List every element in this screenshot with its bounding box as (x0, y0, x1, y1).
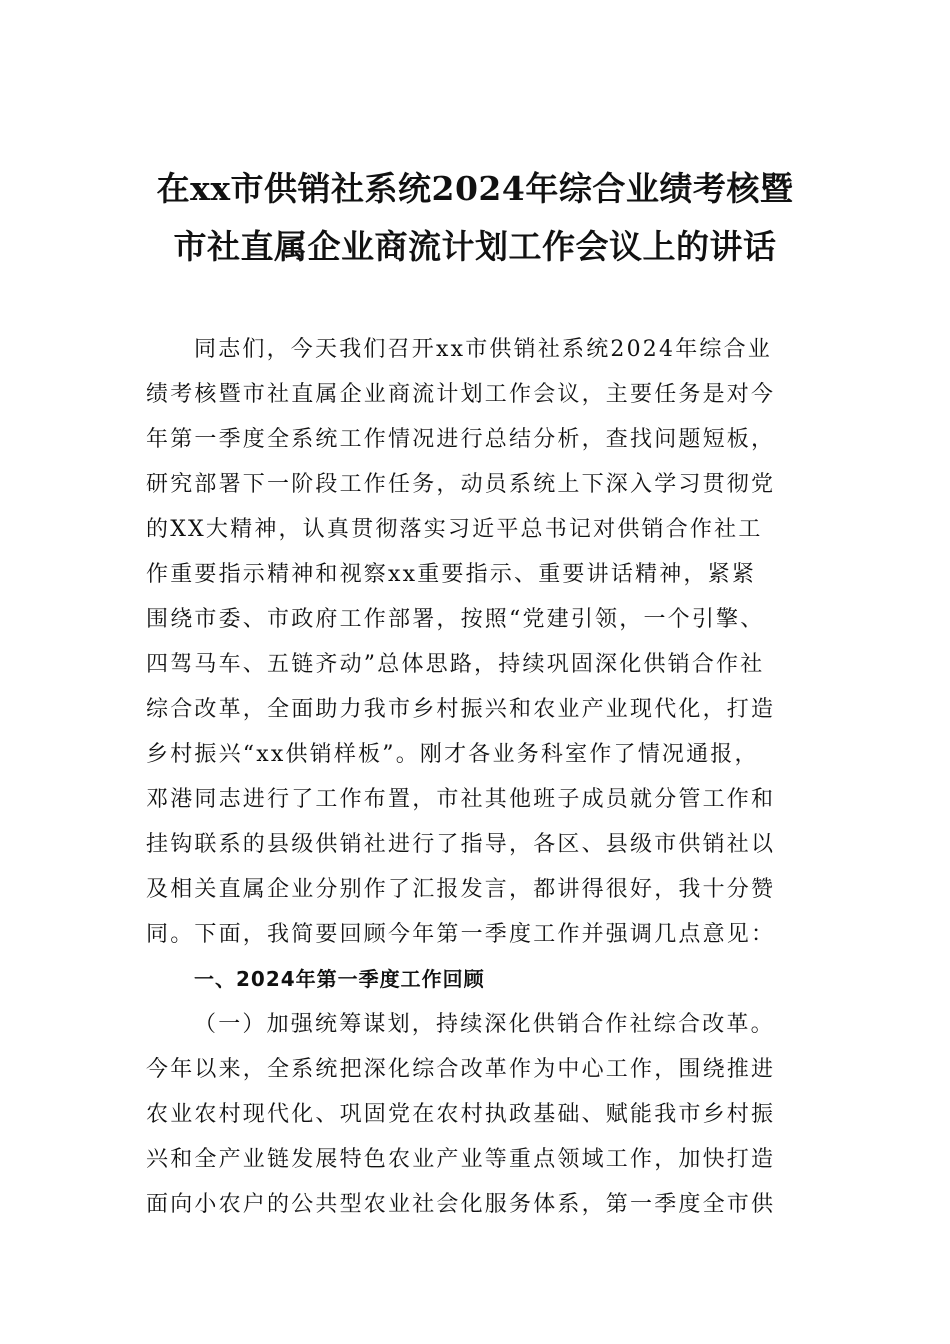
subsection-heading: （一）加强统筹谋划，持续深化供销合作社综合改革。 (194, 1012, 775, 1037)
body-line: 同。下面，我简要回顾今年第一季度工作并强调几点意见： (146, 922, 776, 947)
body-line: 邓港同志进行了工作布置，市社其他班子成员就分管工作和 (146, 787, 776, 812)
body-line: 作重要指示精神和视察xx重要指示、重要讲话精神，紧紧 (146, 562, 757, 587)
body-line: 乡村振兴“xx供销样板”。刚才各业务科室作了情况通报， (146, 742, 759, 767)
body-line: 农业农村现代化、巩固党在农村执政基础、赋能我市乡村振 (146, 1102, 776, 1127)
body-line: 四驾马车、五链齐动”总体思路，持续巩固深化供销合作社 (146, 652, 765, 677)
body-line: 绩考核暨市社直属企业商流计划工作会议，主要任务是对今 (146, 382, 776, 407)
body-line: 今年以来，全系统把深化综合改革作为中心工作，围绕推进 (146, 1057, 776, 1082)
body-line: 挂钩联系的县级供销社进行了指导，各区、县级市供销社以 (146, 832, 776, 857)
section-heading: 一、2024年第一季度工作回顾 (194, 967, 485, 991)
body-line: 综合改革，全面助力我市乡村振兴和农业产业现代化，打造 (146, 697, 776, 722)
body-line: 及相关直属企业分别作了汇报发言，都讲得很好，我十分赞 (146, 877, 776, 902)
body-line: 围绕市委、市政府工作部署，按照“党建引领，一个引擎、 (146, 607, 765, 632)
title-line-1: 在xx市供销社系统2024年综合业绩考核暨 (156, 169, 794, 208)
body-line: 兴和全产业链发展特色农业产业等重点领域工作，加快打造 (146, 1147, 776, 1172)
body-line: 年第一季度全系统工作情况进行总结分析，查找问题短板， (146, 427, 776, 452)
document-body (146, 327, 810, 1227)
body-line: 的XX大精神，认真贯彻落实习近平总书记对供销合作社工 (146, 517, 763, 542)
body-line: 同志们，今天我们召开xx市供销社系统2024年综合业 (194, 337, 773, 362)
body-line: 面向小农户的公共型农业社会化服务体系，第一季度全市供 (146, 1192, 776, 1217)
body-line: 研究部署下一阶段工作任务，动员系统上下深入学习贯彻党 (146, 472, 776, 497)
document-title (95, 160, 855, 276)
title-line-2: 市社直属企业商流计划工作会议上的讲话 (173, 227, 777, 266)
